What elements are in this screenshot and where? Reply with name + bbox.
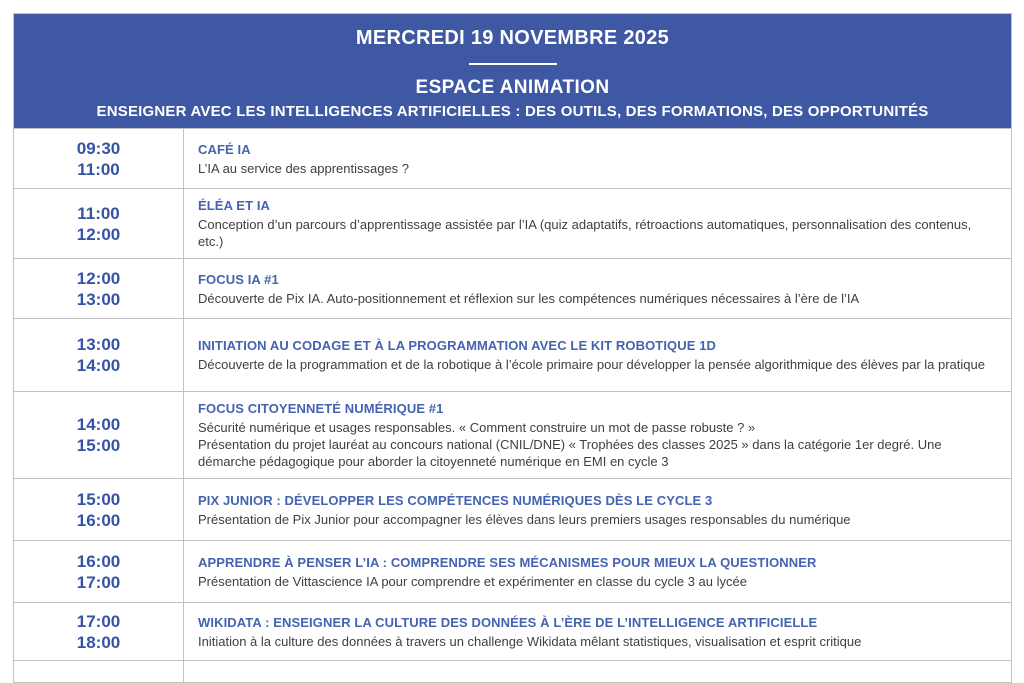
session-time [14,392,184,478]
session-content [184,259,1011,318]
session-title: FOCUS IA #1 [198,271,279,287]
session-time [14,259,184,318]
session-description: Présentation du projet lauréat au concours national (CNIL/DNE) « Trophées des classes 2025 » dans la catégorie 1er degré. Une démarche pédagogique pour aborder la citoyenneté numérique en EMI en cycle 3 [198,437,942,469]
session-row [14,540,1011,602]
program-header [14,14,1011,128]
session-description: Présentation de Vittascience IA pour comprendre et expérimenter en classe du cycle 3 au lycée [198,573,747,589]
session-row [14,391,1011,478]
session-description: Découverte de Pix IA. Auto-positionnement et réflexion sur les compétences numériques nécessaires à l’ère de l’IA [198,290,860,306]
session-end-time: 16:00 [76,510,121,530]
session-end-time: 15:00 [76,436,121,455]
session-row [14,602,1011,660]
session-title: ÉLÉA ET IA [198,198,271,213]
program-table [13,13,1012,683]
session-time [14,541,184,602]
session-title: PIX JUNIOR : DÉVELOPPER LES COMPÉTENCES NUMÉRIQUES DÈS LE CYCLE 3 [198,492,713,508]
session-row [14,478,1011,540]
session-time [14,661,184,682]
session-description: L’IA au service des apprentissages ? [198,160,410,176]
session-start-time: 12:00 [76,268,121,288]
session-title: INITIATION AU CODAGE ET À LA PROGRAMMATION AVEC LE KIT ROBOTIQUE 1D [198,338,717,353]
session-end-time: 17:00 [76,572,121,592]
session-title: WIKIDATA : ENSEIGNER LA CULTURE DES DONNÉES À L’ÈRE DE L’INTELLIGENCE ARTIFICIELLE [198,614,818,630]
session-description: Conception d’un parcours d’apprentissage assistée par l’IA (quiz adaptatifs, rétroactions automatiques, personnalisation des contenus, etc.) [198,217,972,249]
session-content [184,392,1011,478]
session-end-time: 14:00 [76,356,121,375]
session-time [14,189,184,258]
session-row [14,258,1011,318]
session-content [184,319,1011,391]
session-content [184,129,1011,188]
header-divider [469,63,557,65]
session-row [14,318,1011,391]
session-row-partial [14,660,1011,682]
session-content [184,479,1011,540]
session-time [14,319,184,391]
session-description: Initiation à la culture des données à travers un challenge Wikidata mêlant statistiques, visualisation et esprit critique [198,633,862,649]
session-start-time: 16:00 [76,551,121,571]
session-start-time: 17:00 [76,611,121,631]
session-time [14,129,184,188]
session-content [184,661,1011,682]
session-row [14,128,1011,188]
session-description: Sécurité numérique et usages responsables. « Comment construire un mot de passe robuste ? » [198,420,756,435]
session-content [184,541,1011,602]
session-row [14,188,1011,258]
session-time [14,603,184,660]
session-title: CAFÉ IA [198,141,251,157]
session-start-time: 15:00 [76,489,121,509]
program-date: MERCREDI 19 NOVEMBRE 2025 [355,27,670,49]
session-end-time: 18:00 [76,632,121,652]
session-description: Découverte de la programmation et de la robotique à l’école primaire pour développer la pensée algorithmique des élèves par la pratique [198,357,985,372]
venue-title: ESPACE ANIMATION [415,77,610,98]
session-description: Présentation de Pix Junior pour accompagner les élèves dans leurs premiers usages responsables du numérique [198,511,851,527]
session-end-time: 12:00 [76,224,121,244]
session-time [14,479,184,540]
session-title: APPRENDRE À PENSER L’IA : COMPRENDRE SES MÉCANISMES POUR MIEUX LA QUESTIONNER [198,554,817,570]
session-end-time: 13:00 [76,289,121,309]
session-content [184,189,1011,258]
session-start-time: 14:00 [76,415,121,434]
session-content [184,603,1011,660]
session-start-time: 09:30 [76,138,121,158]
session-end-time: 11:00 [77,159,120,179]
program-theme: ENSEIGNER AVEC LES INTELLIGENCES ARTIFICIELLES : DES OUTILS, DES FORMATIONS, DES OPPORTUNITÉS [96,103,929,120]
session-title: FOCUS CITOYENNETÉ NUMÉRIQUE #1 [198,401,444,416]
session-start-time: 11:00 [77,203,120,223]
session-start-time: 13:00 [76,335,121,354]
